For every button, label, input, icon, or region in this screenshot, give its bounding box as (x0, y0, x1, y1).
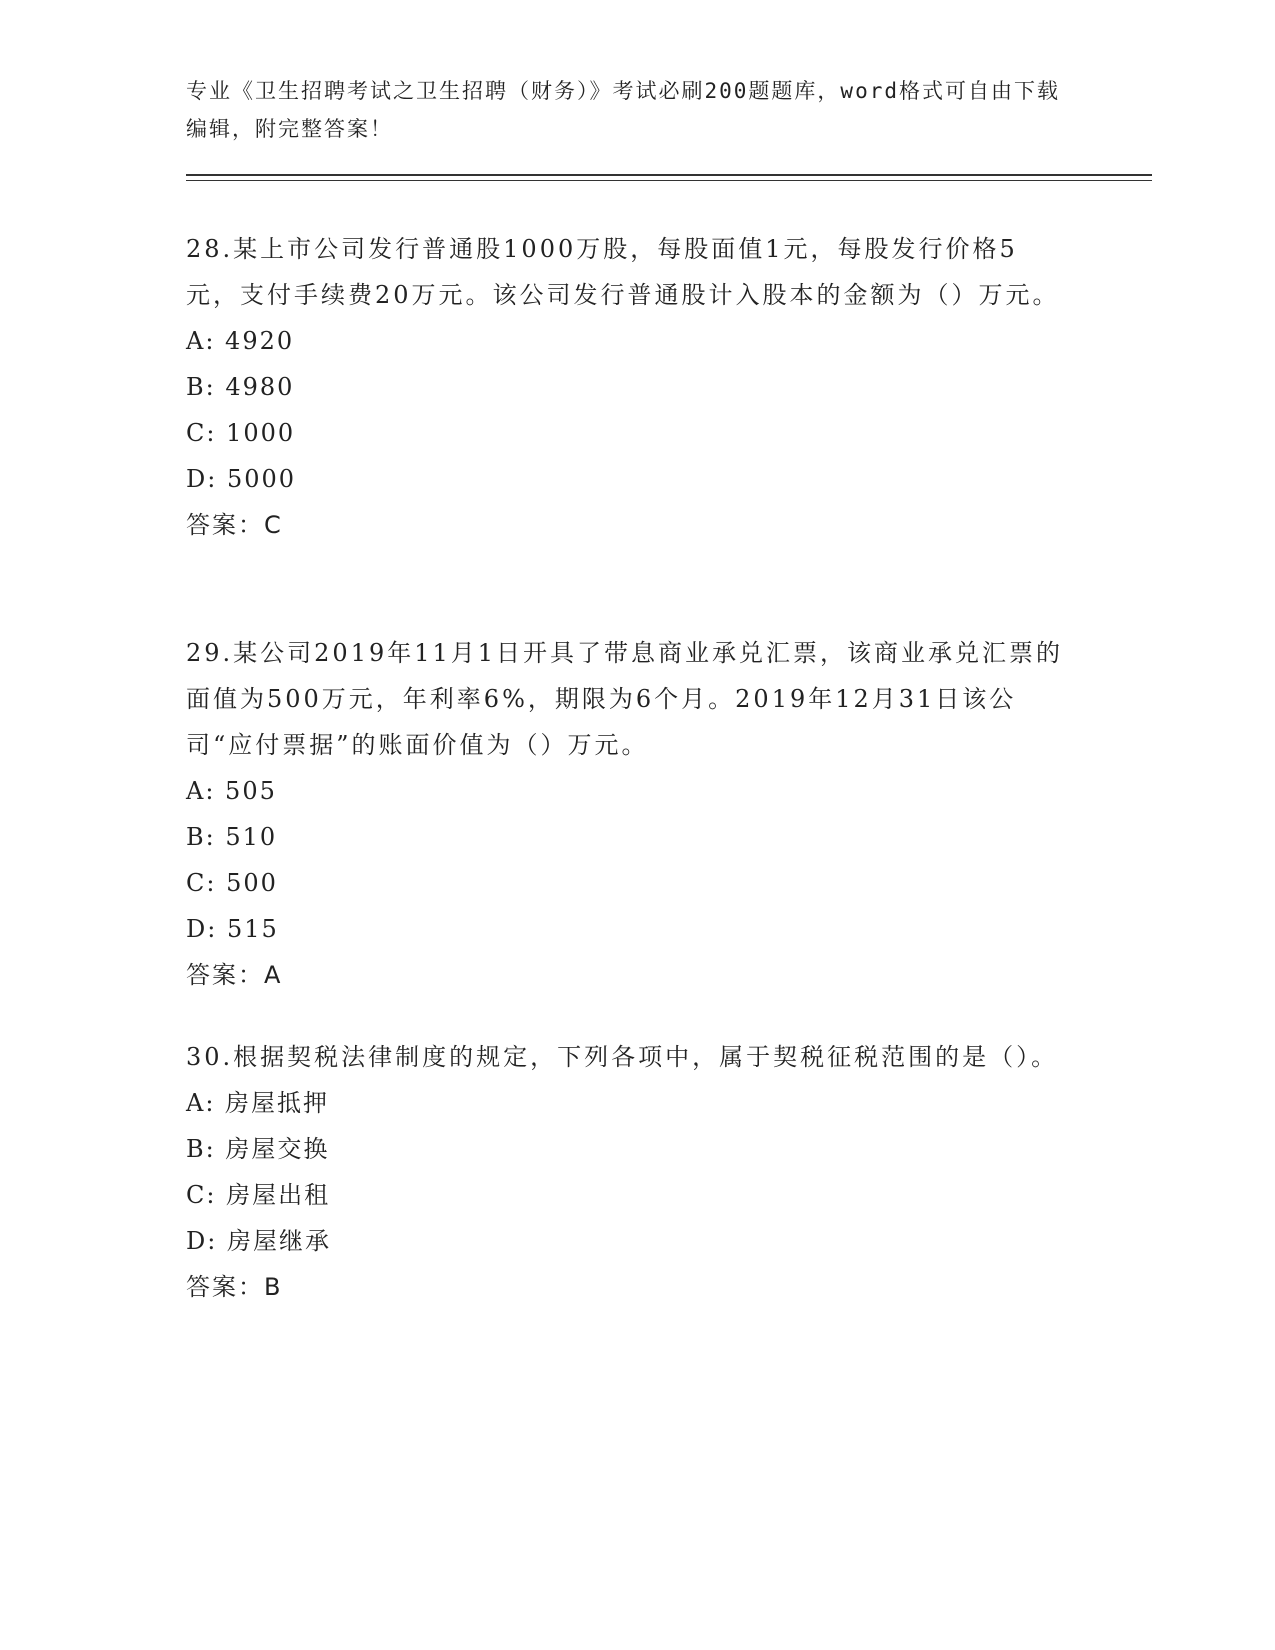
option-a: A: 4920 (186, 327, 295, 355)
question-29 (186, 630, 1066, 998)
question-30 (186, 1034, 1066, 1310)
question-stem: 30.根据契税法律制度的规定，下列各项中，属于契税征税范围的是（）。 (186, 1043, 1059, 1071)
option-d: D: 房屋继承 (186, 1227, 331, 1255)
option-a: A: 505 (186, 777, 277, 805)
question-28 (186, 226, 1066, 548)
header-divider-thick (186, 174, 1152, 176)
option-c: C: 500 (186, 869, 278, 897)
option-b: B: 510 (186, 823, 278, 851)
option-d: D: 515 (186, 915, 279, 943)
answer: 答案：C (186, 511, 283, 539)
option-b: B: 4980 (186, 373, 295, 401)
option-d: D: 5000 (186, 465, 297, 493)
answer: 答案：B (186, 1273, 283, 1301)
header-divider-thin (186, 180, 1152, 181)
option-b: B: 房屋交换 (186, 1135, 330, 1163)
option-c: C: 1000 (186, 419, 296, 447)
option-c: C: 房屋出租 (186, 1181, 331, 1209)
question-stem: 29.某公司2019年11月1日开具了带息商业承兑汇票，该商业承兑汇票的面值为500万元，年利率6%，期限为6个月。2019年12月31日该公司“应付票据”的账面价值为（）万元。 (186, 639, 1064, 759)
option-a: A: 房屋抵押 (186, 1089, 330, 1117)
question-stem: 28.某上市公司发行普通股1000万股，每股面值1元，每股发行价格5元，支付手续费20万元。该公司发行普通股计入股本的金额为（）万元。 (186, 235, 1060, 309)
answer: 答案：A (186, 961, 283, 989)
document-header: 专业《卫生招聘考试之卫生招聘（财务）》考试必刷200题题库，word格式可自由下载编辑，附完整答案！ (186, 79, 1060, 141)
